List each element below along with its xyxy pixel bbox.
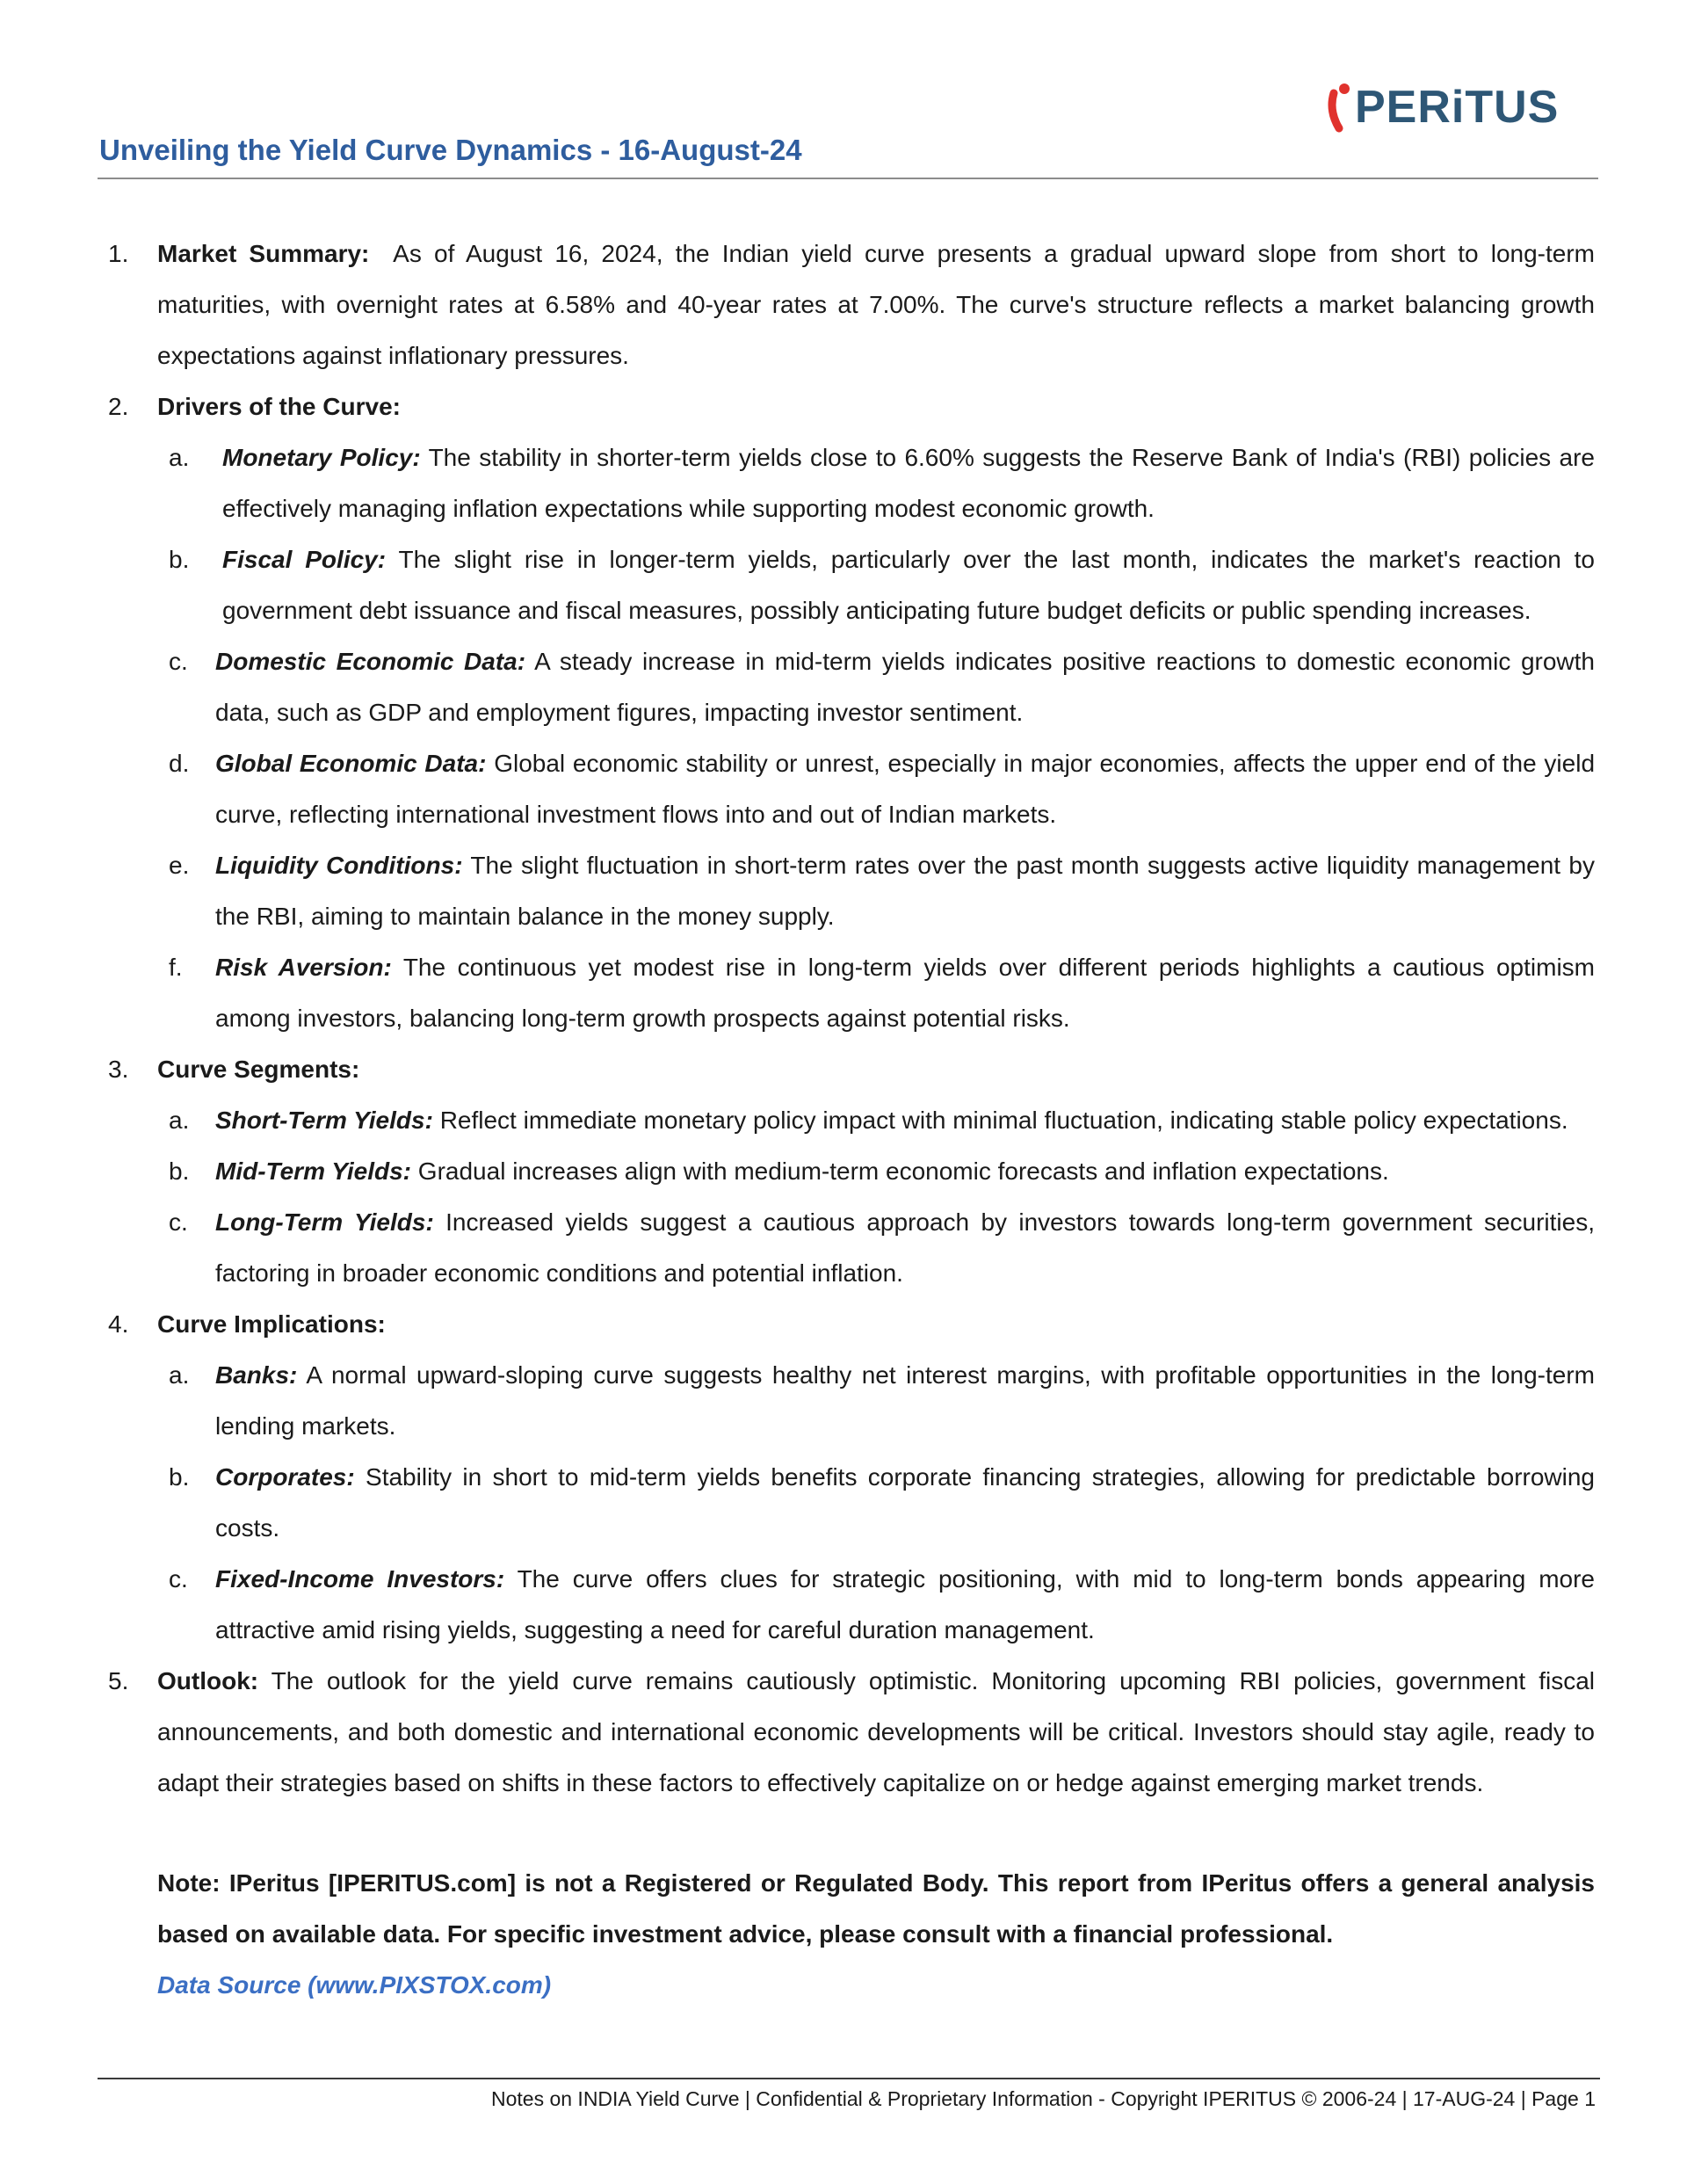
item-text: The slight rise in longer-term yields, particularly over the last month, indicates the market's reaction to government debt issuance and fiscal measures, possibly anticipating future budget deficits or public spending increases. — [222, 546, 1596, 624]
document-body — [99, 229, 1595, 2011]
item-label: Mid-Term Yields: — [215, 1157, 412, 1185]
item-text: The continuous yet modest rise in long-term yields over different periods highlights a cautious optimism among investors, balancing long-term growth prospects against potential risks. — [215, 954, 1595, 1032]
section-heading: Curve Segments: — [157, 1056, 360, 1083]
item-label: Short-Term Yields: — [215, 1107, 433, 1134]
item-text: Gradual increases align with medium-term economic forecasts and inflation expectations. — [417, 1157, 1389, 1185]
item-text: The curve offers clues for strategic positioning, with mid to long-term bonds appearing more attractive amid rising yields, suggesting a need for careful duration management. — [215, 1565, 1595, 1643]
item-letter: d. — [169, 750, 190, 777]
item-text: Global economic stability or unrest, especially in major economies, affects the upper end of the yield curve, reflecting international investment flows into and out of Indian markets. — [215, 750, 1596, 828]
segment-list — [157, 1095, 1595, 1299]
item-text: Reflect immediate monetary policy impact with minimal fluctuation, indicating stable policy expectations. — [439, 1107, 1568, 1134]
list-item — [157, 1197, 1595, 1299]
item-text: Stability in short to mid-term yields benefits corporate financing strategies, allowing for predictable borrowing costs. — [215, 1463, 1596, 1542]
item-letter: c. — [169, 1208, 188, 1236]
list-item — [157, 636, 1595, 738]
section-number: 1. — [108, 240, 129, 267]
section-outlook — [99, 1656, 1595, 1809]
list-item — [157, 840, 1595, 942]
logo-wordmark: PERiTUS — [1355, 82, 1560, 133]
iperitus-logo — [1325, 81, 1575, 134]
item-text: The slight fluctuation in short-term rates over the past month suggests active liquidity management by the RBI, aiming to maintain balance in the money supply. — [215, 852, 1595, 930]
item-label: Fixed-Income Investors: — [215, 1565, 505, 1593]
list-item — [157, 1146, 1595, 1197]
section-number: 5. — [108, 1667, 129, 1694]
item-text: A normal upward-sloping curve suggests healthy net interest margins, with profitable opportunities in the long-term lending markets. — [215, 1361, 1595, 1440]
section-text: The outlook for the yield curve remains cautiously optimistic. Monitoring upcoming RBI policies, government fiscal announcements, and both domestic and international economic developments will be critical. Investors should stay agile, ready to adapt their strategies based on shifts in these factors to effectively capitalize on or hedge against emerging market trends. — [157, 1667, 1595, 1796]
item-label: Liquidity Conditions: — [215, 852, 463, 879]
section-heading: Curve Implications: — [157, 1310, 386, 1338]
item-label: Global Economic Data: — [215, 750, 487, 777]
section-number: 2. — [108, 393, 129, 420]
list-item — [157, 1095, 1595, 1146]
list-item — [157, 1350, 1595, 1452]
section-number: 3. — [108, 1056, 129, 1083]
item-label: Long-Term Yields: — [215, 1208, 434, 1236]
section-heading: Market Summary: — [157, 240, 370, 267]
section-list — [99, 229, 1595, 1809]
data-source-link[interactable]: Data Source (www.PIXSTOX.com) — [157, 1971, 552, 1999]
list-item — [157, 1554, 1595, 1656]
section-text: As of August 16, 2024, the Indian yield curve presents a gradual upward slope from short to long-term maturities, with overnight rates at 6.58% and 40-year rates at 7.00%. The curve's structure reflects a market balancing growth expectations against inflationary pressures. — [157, 240, 1595, 369]
item-label: Fiscal Policy: — [222, 546, 387, 573]
item-letter: e. — [169, 852, 190, 879]
list-item — [157, 1452, 1595, 1554]
list-item — [157, 942, 1595, 1044]
document-title: Unveiling the Yield Curve Dynamics - 16-August-24 — [99, 134, 802, 166]
section-heading: Drivers of the Curve: — [157, 393, 401, 420]
item-letter: c. — [169, 648, 188, 675]
item-letter: f. — [169, 954, 183, 981]
implication-list — [157, 1350, 1595, 1656]
section-number: 4. — [108, 1310, 129, 1338]
list-item — [157, 738, 1595, 840]
section-curve-implications — [99, 1299, 1595, 1656]
item-letter: c. — [169, 1565, 188, 1593]
item-text: The stability in shorter-term yields close to 6.60% suggests the Reserve Bank of India's (RBI) policies are effectively managing inflation expectations while supporting modest economic growth. — [222, 444, 1595, 522]
section-heading: Outlook: — [157, 1667, 259, 1694]
item-letter: a. — [169, 444, 190, 471]
driver-list — [157, 432, 1595, 1044]
item-letter: b. — [169, 546, 190, 573]
item-label: Risk Aversion: — [215, 954, 392, 981]
item-label: Banks: — [215, 1361, 298, 1389]
item-letter: b. — [169, 1157, 190, 1185]
section-market-summary — [99, 229, 1595, 381]
item-label: Domestic Economic Data: — [215, 648, 526, 675]
item-text: A steady increase in mid-term yields indicates positive reactions to domestic economic growth data, such as GDP and employment figures, impacting investor sentiment. — [215, 648, 1596, 726]
item-letter: a. — [169, 1361, 190, 1389]
list-item — [157, 534, 1595, 636]
title-divider — [98, 178, 1598, 179]
disclaimer-note: Note: IPeritus [IPERITUS.com] is not a Registered or Regulated Body. This report from IPeritus offers a general analysis based on available data. For specific investment advice, please consult with a financial professional. — [157, 1869, 1595, 1948]
list-item — [157, 432, 1595, 534]
item-letter: a. — [169, 1107, 190, 1134]
page-footer: Notes on INDIA Yield Curve | Confidential & Proprietary Information - Copyright IPERITUS © 2006-24 | 17-AUG-24 | Page 1 — [490, 2087, 1596, 2110]
footer-divider — [98, 2078, 1600, 2079]
item-text: Increased yields suggest a cautious approach by investors towards long-term government securities, factoring in broader economic conditions and potential inflation. — [215, 1208, 1595, 1287]
item-letter: b. — [169, 1463, 190, 1491]
section-curve-segments — [99, 1044, 1595, 1299]
disclaimer-block — [99, 1858, 1595, 2011]
item-label: Corporates: — [215, 1463, 355, 1491]
section-drivers — [99, 381, 1595, 1044]
item-label: Monetary Policy: — [222, 444, 421, 471]
